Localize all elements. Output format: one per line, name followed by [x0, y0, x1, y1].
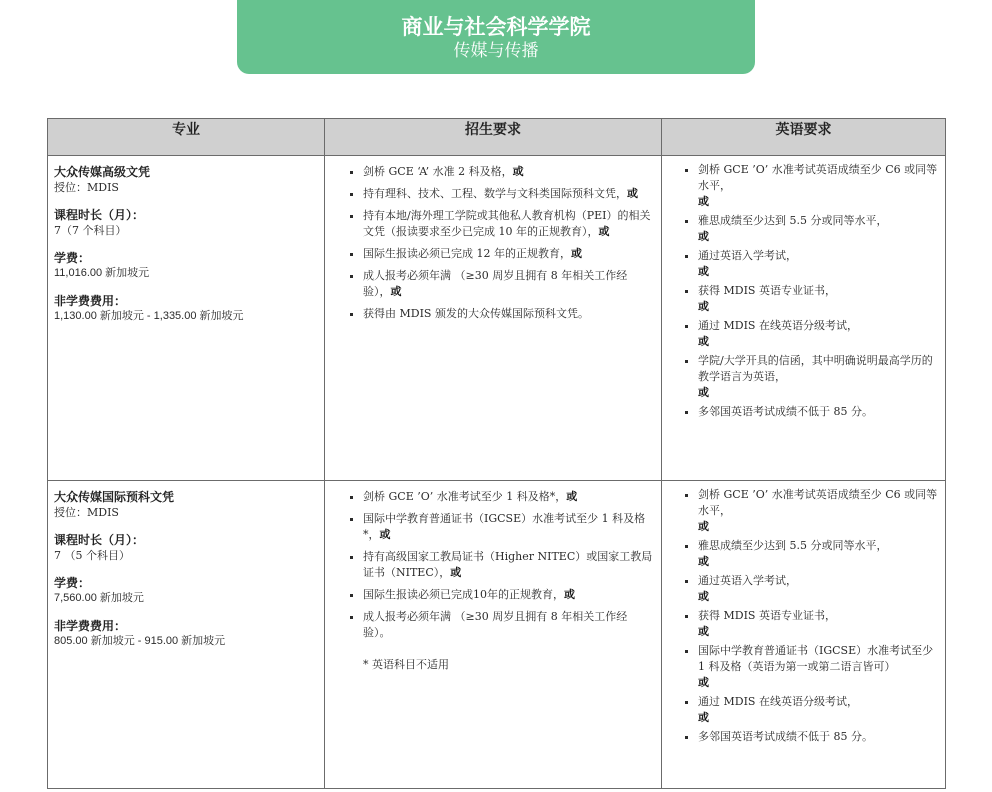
list-item: ▪ 获得由 MDIS 颁发的大众传媒国际预科文凭。: [363, 306, 653, 322]
fee-label: 学费：: [54, 576, 91, 590]
duration-value: 7 （5 个科目）: [54, 549, 130, 562]
list-item: ▪ 通过 MDIS 在线英语分级考试， 或: [698, 318, 939, 350]
list-item: ▪ 国际中学教育普通证书（IGCSE）水准考试至少 1 科及格（英语为第一或第二语言皆可） 或: [698, 643, 939, 691]
list-item: ▪ 多邻国英语考试成绩不低于 85 分。: [698, 404, 939, 420]
list-item: ▪ 国际生报读必须已完成 12 年的正规教育，或: [363, 246, 653, 262]
list-item: ▪ 持有本地/海外理工学院或其他私人教育机构（PEI）的相关文凭（报读要求至少已完成 10 年的正规教育），或: [363, 208, 653, 240]
list-item: ▪ 持有高级国家工教局证书（Higher NITEC）或国家工教局证书（NITEC），或: [363, 549, 653, 581]
fee-label: 学费：: [54, 251, 91, 265]
english-cell: [662, 156, 946, 481]
list-item: ▪ 国际中学教育普通证书（IGCSE）水准考试至少 1 科及格*，或: [363, 511, 653, 543]
list-item: ▪ 剑桥 GCE ‘A’ 水准 2 科及格，或: [363, 164, 653, 180]
duration-label: 课程时长（月）：: [54, 208, 145, 222]
list-item: ▪ 通过英语入学考试， 或: [698, 248, 939, 280]
program-award: 授位：MDIS: [54, 506, 119, 519]
nontuition-label: 非学费费用：: [54, 619, 127, 633]
list-item: ▪ 获得 MDIS 英语专业证书， 或: [698, 608, 939, 640]
list-item: ▪ 雅思成绩至少达到 5.5 分或同等水平， 或: [698, 213, 939, 245]
list-item: ▪ 获得 MDIS 英语专业证书， 或: [698, 283, 939, 315]
nontuition-value: 1,130.00 新加坡元 - 1,335.00 新加坡元: [54, 310, 244, 322]
header-banner: [237, 0, 755, 74]
program-cell: [48, 481, 325, 789]
list-item: ▪ 通过英语入学考试， 或: [698, 573, 939, 605]
program-cell: [48, 156, 325, 481]
english-cell: [662, 481, 946, 789]
admission-cell: [325, 156, 662, 481]
nontuition-label: 非学费费用：: [54, 294, 127, 308]
header-admission: 招生要求: [325, 119, 662, 156]
list-item: ▪ 成人报考必须年满 （≥30 周岁且拥有 8 年相关工作经验）。: [363, 609, 653, 641]
list-item: ▪ 学院/大学开具的信函，其中明确说明最高学历的教学语言为英语， 或: [698, 353, 939, 401]
program-name: 大众传媒国际预科文凭: [54, 490, 175, 504]
duration-value: 7（7 个科目）: [54, 224, 127, 237]
list-item: ▪ 持有理科、技术、工程、数学与文科类国际预科文凭，或: [363, 186, 653, 202]
list-item: ▪ 剑桥 GCE ’O’ 水准考试至少 1 科及格*，或: [363, 489, 653, 505]
department-subtitle: 传媒与传播: [453, 41, 539, 61]
table-header-row: [48, 119, 946, 156]
header-program: 专业: [48, 119, 325, 156]
nontuition-value: 805.00 新加坡元 - 915.00 新加坡元: [54, 635, 226, 647]
admission-list: [343, 489, 653, 641]
fee-value: 11,016.00 新加坡元: [54, 267, 150, 279]
fee-value: 7,560.00 新加坡元: [54, 592, 144, 604]
program-name: 大众传媒高级文凭: [54, 165, 151, 179]
admission-list: [343, 164, 653, 322]
header-english: 英语要求: [662, 119, 946, 156]
list-item: ▪ 剑桥 GCE ’O’ 水准考试英语成绩至少 C6 或同等水平， 或: [698, 487, 939, 535]
table-row: [48, 156, 946, 481]
program-award: 授位：MDIS: [54, 181, 119, 194]
english-list: [678, 162, 939, 420]
table-row: [48, 481, 946, 789]
programs-table: [47, 118, 946, 789]
list-item: ▪ 雅思成绩至少达到 5.5 分或同等水平， 或: [698, 538, 939, 570]
list-item: ▪ 国际生报读必须已完成10年的正规教育，或: [363, 587, 653, 603]
school-title: 商业与社会科学学院: [401, 15, 591, 39]
duration-label: 课程时长（月）：: [54, 533, 145, 547]
admission-cell: [325, 481, 662, 789]
list-item: ▪ 通过 MDIS 在线英语分级考试， 或: [698, 694, 939, 726]
list-item: ▪ 成人报考必须年满 （≥30 周岁且拥有 8 年相关工作经验），或: [363, 268, 653, 300]
english-list: [678, 487, 939, 745]
list-item: ▪ 多邻国英语考试成绩不低于 85 分。: [698, 729, 939, 745]
list-item: ▪ 剑桥 GCE ’O’ 水准考试英语成绩至少 C6 或同等水平， 或: [698, 162, 939, 210]
footnote: * 英语科目不适用: [363, 658, 449, 671]
